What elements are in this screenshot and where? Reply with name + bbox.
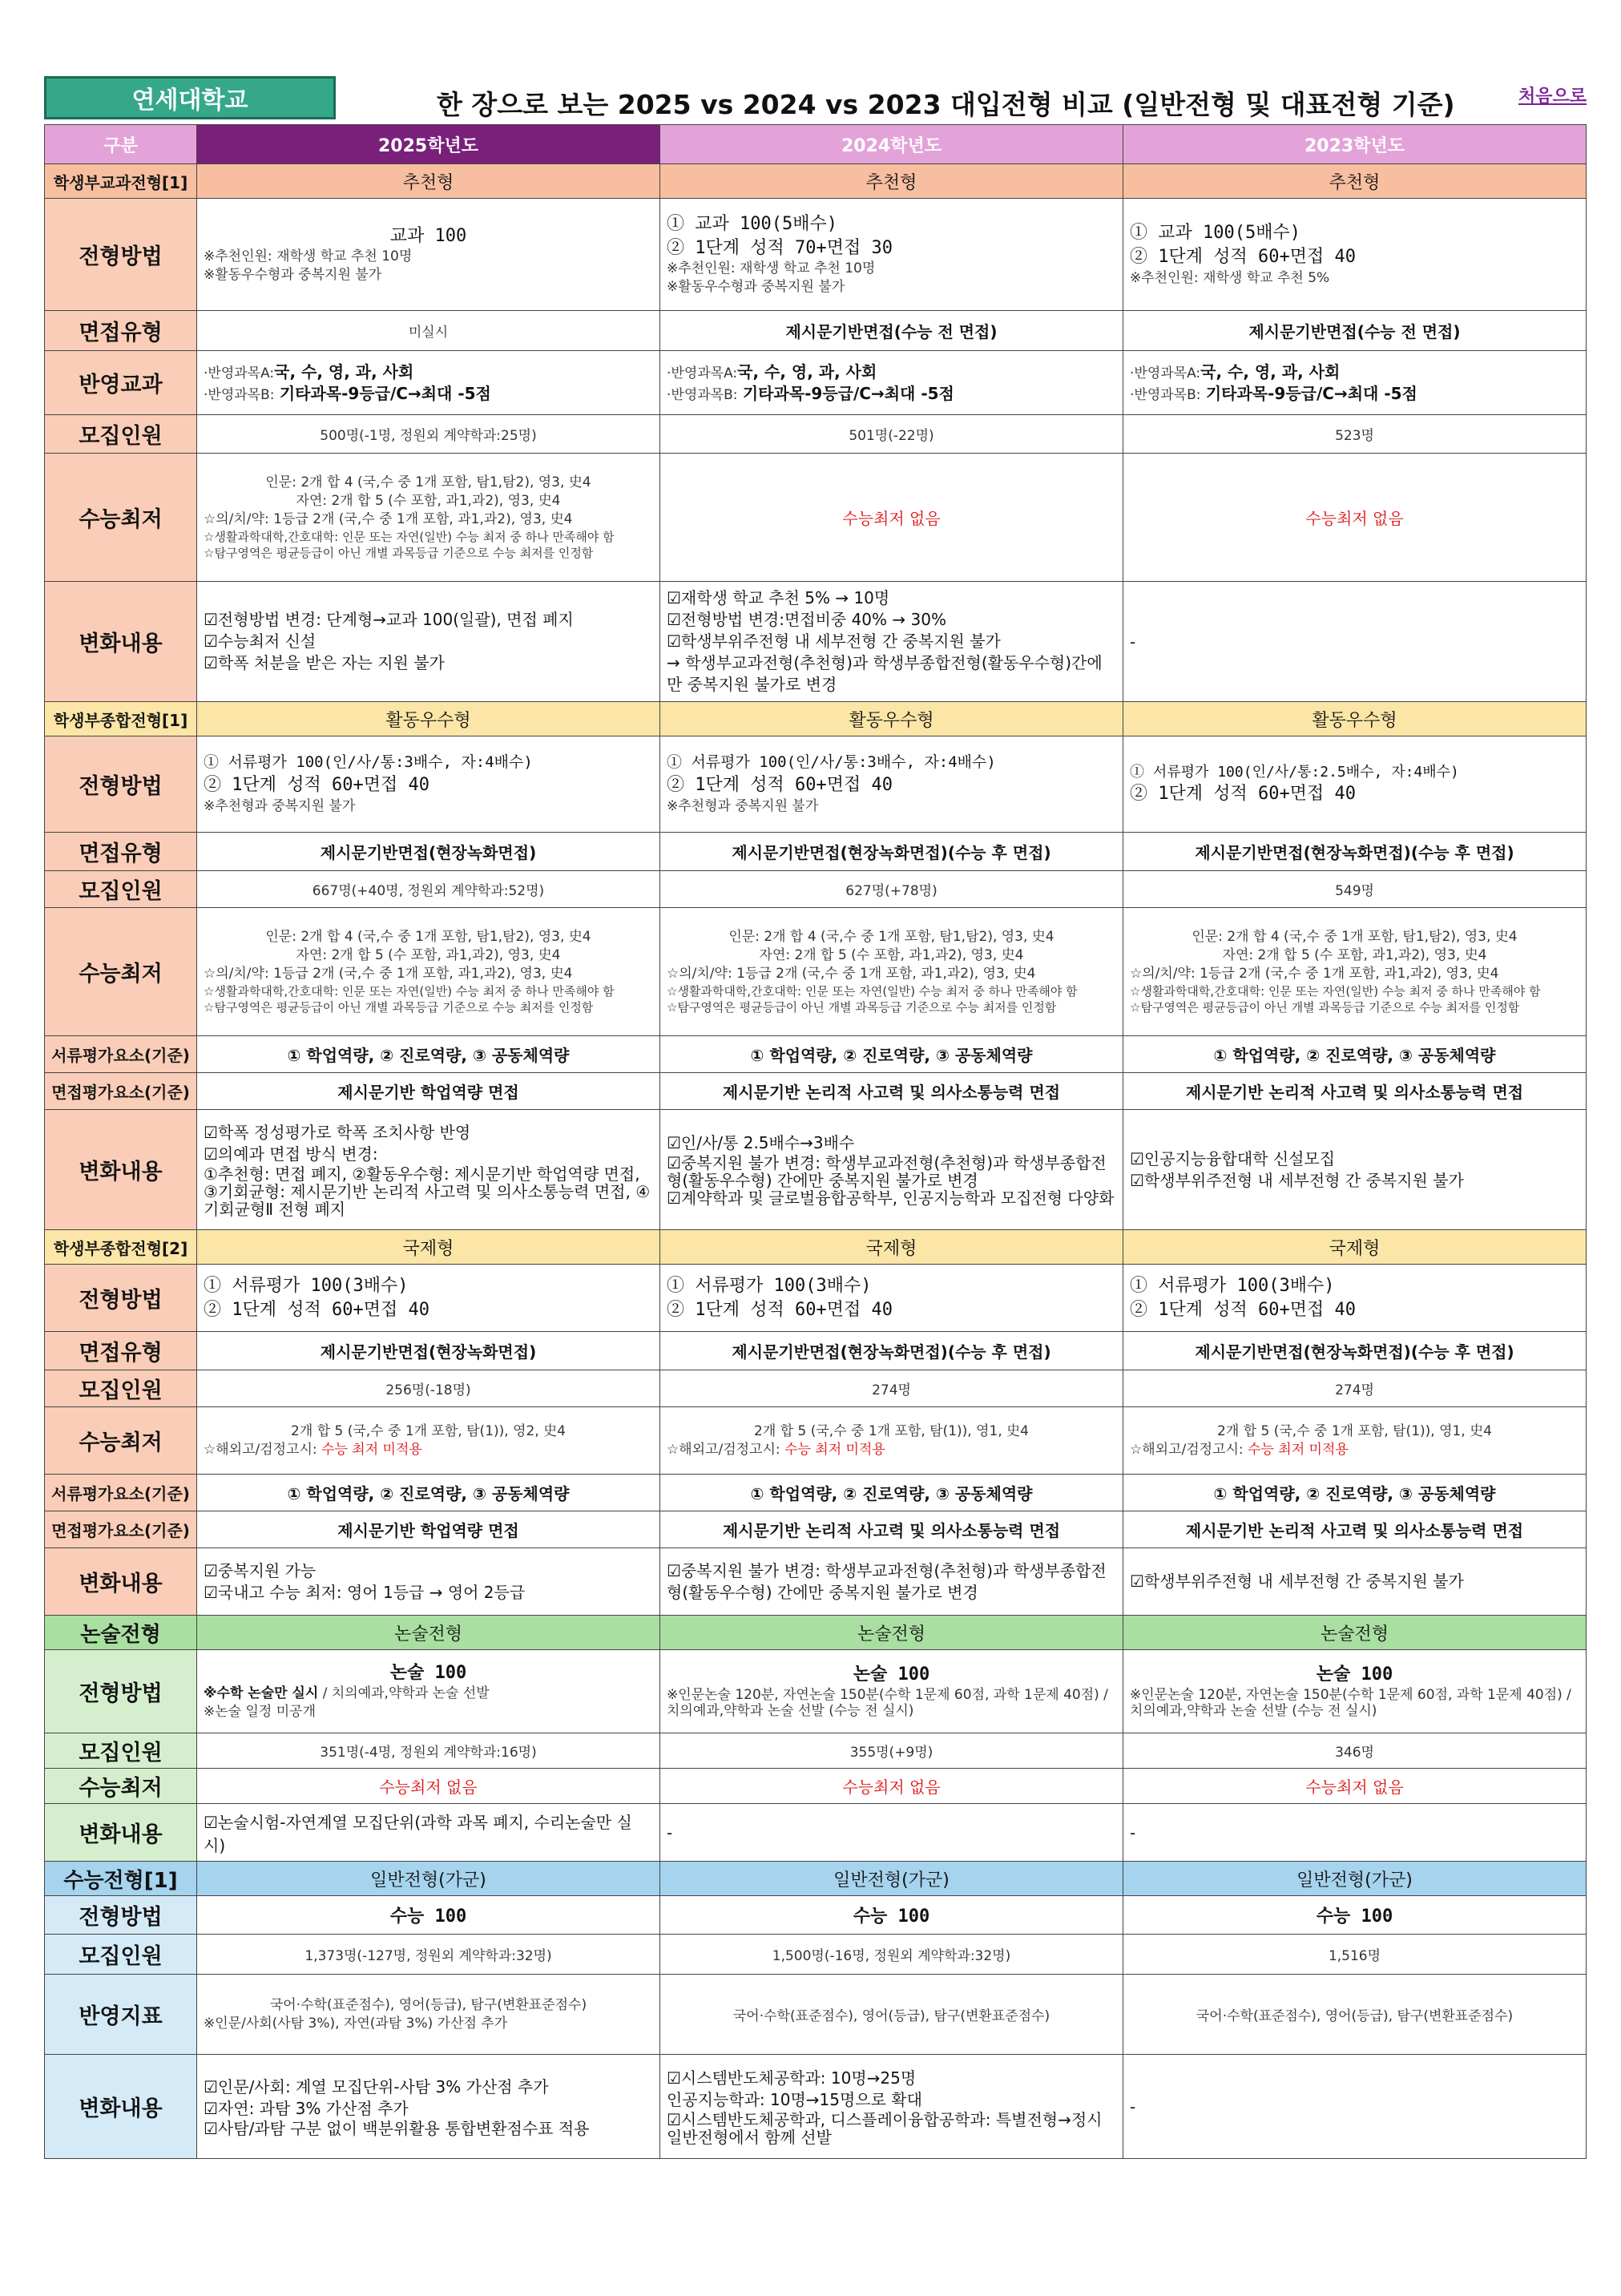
- change-line: ①추천형: 면접 폐지, ②활동우수형: 제시문기반 학업역량 면접, ③기회균형: 제시문기반 논리적 사고력 및 의사소통능력 면접, ④기회균형Ⅱ 전형 폐지: [204, 1164, 651, 1219]
- col-2024: 2024학년도: [660, 125, 1123, 164]
- note-line: ※추천인원: 재학생 학교 추천 10명: [667, 260, 876, 277]
- type-cell: 일반전형(가군): [1123, 1862, 1587, 1896]
- type-cell: 활동우수형: [1123, 702, 1587, 736]
- table-row: [45, 1073, 1587, 1110]
- recruit-cell: 274명: [660, 1370, 1123, 1407]
- change-cell: -: [1123, 2055, 1587, 2159]
- subjects-prefix: ·반영과목A:: [204, 365, 275, 381]
- row-label: 수능최저: [45, 454, 197, 582]
- table-row: [45, 1511, 1587, 1548]
- section-header: [45, 1862, 1587, 1896]
- note-line: ※논술 일정 미공개: [204, 1704, 317, 1721]
- change-cell: [660, 2055, 1123, 2159]
- recruit-cell: 667명(+40명, 정원외 계약학과:52명): [197, 871, 660, 908]
- csat-cell: [197, 908, 660, 1036]
- method-line: ① 서류평가 100(3배수): [667, 1275, 872, 1296]
- index-cell: 국어·수학(표준점수), 영어(등급), 탐구(변환표준점수): [660, 1975, 1123, 2055]
- change-line: ☑중복지원 가능: [204, 1560, 317, 1580]
- change-cell: [197, 582, 660, 702]
- method-cell: [660, 736, 1123, 833]
- table-row: [45, 1332, 1587, 1370]
- subjects-b: 기타과목-9등급/C→최대 -5점: [1205, 383, 1417, 403]
- index-cell: 국어·수학(표준점수), 영어(등급), 탐구(변환표준점수): [1123, 1975, 1587, 2055]
- column-header-row: [45, 125, 1587, 164]
- table-row: [45, 1265, 1587, 1332]
- note-line: ※인문논술 120분, 자연논술 150분(수학 1문제 60점, 과학 1문제 40점) / 치의예과,약학과 논술 선발 (수능 전 실시): [1130, 1686, 1571, 1720]
- method-line: ② 1단계 성적 60+면접 40: [667, 1299, 893, 1320]
- subjects-prefix: ·반영과목B:: [667, 386, 738, 403]
- change-cell: [197, 1110, 660, 1230]
- type-cell: 활동우수형: [660, 702, 1123, 736]
- interview-cell: 제시문기반면접(현장녹화면접)(수능 후 면접): [1123, 1332, 1587, 1370]
- change-line: ☑수능최저 신설: [204, 632, 317, 651]
- int-eval-cell: 제시문기반 논리적 사고력 및 의사소통능력 면접: [660, 1073, 1123, 1110]
- subjects-cell: [660, 351, 1123, 415]
- csat-line: 인문: 2개 합 4 (국,수 중 1개 포함, 탐1,탐2), 영3, 史4: [1192, 928, 1518, 945]
- subjects-prefix: ·반영과목B:: [204, 386, 275, 403]
- table-row: [45, 1036, 1587, 1073]
- method-line: ① 서류평가 100(3배수): [1130, 1275, 1335, 1296]
- subjects-b: 기타과목-9등급/C→최대 -5점: [742, 383, 954, 403]
- row-label: 서류평가요소(기준): [45, 1036, 197, 1073]
- row-label: 변화내용: [45, 1110, 197, 1230]
- csat-line: ☆의/치/약: 1등급 2개 (국,수 중 1개 포함, 과1,과2), 영3, 史4: [204, 965, 573, 982]
- row-label: 반영지표: [45, 1975, 197, 2055]
- change-line: ☑학폭 정성평가로 학폭 조치사항 반영: [204, 1122, 471, 1142]
- recruit-cell: 274명: [1123, 1370, 1587, 1407]
- method-cell: [660, 1265, 1123, 1332]
- change-cell: [660, 582, 1123, 702]
- csat-note: ☆생활과학대학,간호대학: 인문 또는 자연(일반) 수능 최저 중 하나 만족해야 함: [1130, 983, 1541, 999]
- change-cell: [1123, 1548, 1587, 1616]
- type-cell: 활동우수형: [197, 702, 660, 736]
- method-cell: [1123, 199, 1587, 311]
- page-header: [44, 76, 1587, 124]
- interview-cell: 제시문기반면접(현장녹화면접)(수능 후 면접): [660, 833, 1123, 871]
- change-line: ☑계약학과 및 글로벌융합공학부, 인공지능학과 모집전형 다양화: [667, 1188, 1115, 1208]
- section-header: [45, 702, 1587, 736]
- csat-line: 자연: 2개 합 5 (수 포함, 과1,과2), 영3, 史4: [1222, 946, 1487, 963]
- table-row: [45, 1935, 1587, 1975]
- method-line: ① 서류평가 100(3배수): [204, 1275, 409, 1296]
- csat-line: 자연: 2개 합 5 (수 포함, 과1,과2), 영3, 史4: [759, 946, 1024, 963]
- method-line: ② 1단계 성적 60+면접 40: [204, 775, 429, 795]
- change-line: ☑인/사/통 2.5배수→3배수: [667, 1133, 855, 1152]
- row-label: 변화내용: [45, 582, 197, 702]
- change-line: ☑의예과 면접 방식 변경:: [204, 1144, 378, 1164]
- university-badge: 연세대학교: [44, 76, 336, 119]
- change-line: 인공지능학과: 10명→15명으로 확대: [667, 2089, 922, 2109]
- csat-line: ☆의/치/약: 1등급 2개 (국,수 중 1개 포함, 과1,과2), 영3, 史4: [204, 510, 573, 527]
- group-label: 수능전형[1]: [45, 1862, 197, 1896]
- recruit-cell: 627명(+78명): [660, 871, 1123, 908]
- note-line: ※추천인원: 재학생 학교 추천 5%: [1130, 269, 1330, 286]
- subjects-cell: [1123, 351, 1587, 415]
- row-label: 반영교과: [45, 351, 197, 415]
- csat-cell: [197, 1407, 660, 1475]
- csat-note: ☆생활과학대학,간호대학: 인문 또는 자연(일반) 수능 최저 중 하나 만족해야 함: [204, 529, 615, 544]
- table-row: [45, 736, 1587, 833]
- change-cell: [660, 1110, 1123, 1230]
- recruit-cell: 1,516명: [1123, 1935, 1587, 1975]
- index-line: 국어·수학(표준점수), 영어(등급), 탐구(변환표준점수): [269, 1996, 587, 2013]
- method-cell: [1123, 736, 1587, 833]
- type-cell: 국제형: [660, 1230, 1123, 1265]
- change-line: ☑자연: 과탐 3% 가산점 추가: [204, 2098, 409, 2118]
- recruit-cell: 355명(+9명): [660, 1733, 1123, 1769]
- table-row: [45, 454, 1587, 582]
- csat-cell: 수능최저 없음: [660, 1769, 1123, 1804]
- type-cell: 논술전형: [1123, 1616, 1587, 1650]
- change-line: ☑사탐/과탐 구분 없이 백분위활용 통합변환점수표 적용: [204, 2118, 590, 2138]
- type-cell: 추천형: [197, 164, 660, 199]
- row-label: 면접평가요소(기준): [45, 1511, 197, 1548]
- table-row: [45, 1769, 1587, 1804]
- type-cell: 추천형: [1123, 164, 1587, 199]
- subjects-prefix: ·반영과목A:: [1130, 365, 1201, 381]
- method-line: 논술 100: [1316, 1664, 1393, 1685]
- subjects-b: 기타과목-9등급/C→최대 -5점: [279, 383, 491, 403]
- recruit-cell: 346명: [1123, 1733, 1587, 1769]
- interview-cell: 제시문기반면접(현장녹화면접): [197, 1332, 660, 1370]
- section-header: [45, 1230, 1587, 1265]
- note-line: ※활동우수형과 중복지원 불가: [667, 279, 845, 296]
- change-cell: [197, 2055, 660, 2159]
- recruit-cell: 1,500명(-16명, 정원외 계약학과:32명): [660, 1935, 1123, 1975]
- method-cell: [197, 736, 660, 833]
- change-line: ☑전형방법 변경:면접비중 40% → 30%: [667, 610, 946, 629]
- note-line: ※추천인원: 재학생 학교 추천 10명: [204, 248, 413, 265]
- group-label: 학생부교과전형[1]: [45, 164, 197, 199]
- csat-note: ☆생활과학대학,간호대학: 인문 또는 자연(일반) 수능 최저 중 하나 만족해야 함: [204, 983, 615, 999]
- recruit-cell: 351명(-4명, 정원외 계약학과:16명): [197, 1733, 660, 1769]
- csat-line: 인문: 2개 합 4 (국,수 중 1개 포함, 탐1,탐2), 영3, 史4: [265, 474, 591, 490]
- doc-eval-cell: ① 학업역량, ② 진로역량, ③ 공동체역량: [197, 1475, 660, 1511]
- type-cell: 국제형: [1123, 1230, 1587, 1265]
- table-row: [45, 1804, 1587, 1862]
- csat-line: ☆의/치/약: 1등급 2개 (국,수 중 1개 포함, 과1,과2), 영3, 史4: [667, 965, 1036, 982]
- doc-eval-cell: ① 학업역량, ② 진로역량, ③ 공동체역량: [660, 1036, 1123, 1073]
- type-cell: 논술전형: [197, 1616, 660, 1650]
- table-row: [45, 1407, 1587, 1475]
- row-label: 변화내용: [45, 1548, 197, 1616]
- row-label: 모집인원: [45, 415, 197, 454]
- change-line: ☑인공지능융합대학 신설모집: [1130, 1148, 1336, 1168]
- csat-note: ☆탐구영역은 평균등급이 아닌 개별 과목등급 기준으로 수능 최저를 인정함: [667, 999, 1057, 1015]
- note-bold: ※수학 논술만 실시: [204, 1685, 319, 1702]
- change-cell: -: [660, 1804, 1123, 1862]
- col-2023: 2023학년도: [1123, 125, 1587, 164]
- method-cell: 수능 100: [197, 1896, 660, 1935]
- change-line: ☑학생부위주전형 내 세부전형 간 중복지원 불가: [1130, 1170, 1464, 1190]
- group-label: 학생부종합전형[1]: [45, 702, 197, 736]
- row-label: 수능최저: [45, 908, 197, 1036]
- recruit-cell: 501명(-22명): [660, 415, 1123, 454]
- method-cell: [197, 1650, 660, 1733]
- table-row: [45, 2055, 1587, 2159]
- note-line: ※추천형과 중복지원 불가: [667, 797, 819, 814]
- change-line: ☑시스템반도체공학과: 10명→25명: [667, 2068, 917, 2088]
- csat-note: ☆탐구영역은 평균등급이 아닌 개별 과목등급 기준으로 수능 최저를 인정함: [1130, 999, 1520, 1015]
- type-cell: 국제형: [197, 1230, 660, 1265]
- row-label: 수능최저: [45, 1769, 197, 1804]
- row-label: 면접유형: [45, 1332, 197, 1370]
- method-line: 논술 100: [853, 1664, 930, 1685]
- row-label: 면접평가요소(기준): [45, 1073, 197, 1110]
- interview-cell: 제시문기반면접(현장녹화면접)(수능 후 면접): [1123, 833, 1587, 871]
- row-label: 서류평가요소(기준): [45, 1475, 197, 1511]
- change-line: ☑시스템반도체공학과, 디스플레이융합공학과: 특별전형→정시 일반전형에서 함께 선발: [667, 2109, 1103, 2147]
- subjects-a: 국, 수, 영, 과, 사회: [274, 361, 414, 381]
- change-cell: -: [1123, 1804, 1587, 1862]
- col-2025: 2025학년도: [197, 125, 660, 164]
- method-line: ② 1단계 성적 60+면접 40: [1130, 783, 1356, 804]
- method-cell: [660, 199, 1123, 311]
- csat-note: ☆탐구영역은 평균등급이 아닌 개별 과목등급 기준으로 수능 최저를 인정함: [204, 545, 594, 560]
- int-eval-cell: 제시문기반 학업역량 면접: [197, 1073, 660, 1110]
- interview-cell: 미실시: [197, 311, 660, 351]
- row-label: 전형방법: [45, 199, 197, 311]
- page-title: 한 장으로 보는 2025 vs 2024 vs 2023 대입전형 비교 (일반전형 및 대표전형 기준): [437, 89, 1455, 120]
- section-header: [45, 164, 1587, 199]
- row-label: 모집인원: [45, 1370, 197, 1407]
- group-label: 학생부종합전형[2]: [45, 1230, 197, 1265]
- change-cell: [1123, 1110, 1587, 1230]
- int-eval-cell: 제시문기반 학업역량 면접: [197, 1511, 660, 1548]
- interview-cell: 제시문기반면접(수능 전 면접): [660, 311, 1123, 351]
- row-label: 전형방법: [45, 1650, 197, 1733]
- csat-line: 인문: 2개 합 4 (국,수 중 1개 포함, 탐1,탐2), 영3, 史4: [265, 928, 591, 945]
- csat-note: 수능 최저 미적용: [784, 1441, 885, 1458]
- type-cell: 일반전형(가군): [197, 1862, 660, 1896]
- change-line: ☑학생부위주전형 내 세부전형 간 중복지원 불가: [667, 632, 1001, 651]
- table-row: [45, 1896, 1587, 1935]
- csat-note: ☆탐구영역은 평균등급이 아닌 개별 과목등급 기준으로 수능 최저를 인정함: [204, 999, 594, 1015]
- csat-line: 자연: 2개 합 5 (수 포함, 과1,과2), 영3, 史4: [296, 946, 561, 963]
- table-row: [45, 582, 1587, 702]
- home-link[interactable]: 처음으로: [1518, 87, 1587, 107]
- row-label: 전형방법: [45, 1265, 197, 1332]
- row-label: 면접유형: [45, 833, 197, 871]
- change-line: ☑학생부위주전형 내 세부전형 간 중복지원 불가: [1130, 1572, 1464, 1591]
- row-label: 전형방법: [45, 1896, 197, 1935]
- subjects-a: 국, 수, 영, 과, 사회: [737, 361, 877, 381]
- csat-line: 2개 합 5 (국,수 중 1개 포함, 탐(1)), 영2, 史4: [291, 1422, 566, 1439]
- row-label: 수능최저: [45, 1407, 197, 1475]
- group-label: 논술전형: [45, 1616, 197, 1650]
- doc-eval-cell: ① 학업역량, ② 진로역량, ③ 공동체역량: [660, 1475, 1123, 1511]
- recruit-cell: 256명(-18명): [197, 1370, 660, 1407]
- row-label: 모집인원: [45, 1935, 197, 1975]
- csat-cell: 수능최저 없음: [197, 1769, 660, 1804]
- interview-cell: 제시문기반면접(현장녹화면접)(수능 후 면접): [660, 1332, 1123, 1370]
- method-line: ② 1단계 성적 60+면접 40: [204, 1299, 429, 1320]
- method-line: 논술 100: [389, 1662, 467, 1683]
- section-header: [45, 1616, 1587, 1650]
- table-row: [45, 1548, 1587, 1616]
- method-cell: 수능 100: [1123, 1896, 1587, 1935]
- note-line: ※활동우수형과 중복지원 불가: [204, 267, 382, 284]
- table-row: [45, 1733, 1587, 1769]
- method-line: ① 서류평가 100(인/사/통:3배수, 자:4배수): [667, 753, 996, 772]
- csat-note-prefix: ☆해외고/검정고시:: [667, 1441, 785, 1458]
- index-cell: [197, 1975, 660, 2055]
- change-line: ☑인문/사회: 계열 모집단위-사탐 3% 가산점 추가: [204, 2076, 549, 2096]
- int-eval-cell: 제시문기반 논리적 사고력 및 의사소통능력 면접: [1123, 1511, 1587, 1548]
- csat-cell: [660, 908, 1123, 1036]
- csat-cell: [660, 1407, 1123, 1475]
- subjects-cell: [197, 351, 660, 415]
- csat-cell: 수능최저 없음: [660, 454, 1123, 582]
- table-row: [45, 908, 1587, 1036]
- int-eval-cell: 제시문기반 논리적 사고력 및 의사소통능력 면접: [1123, 1073, 1587, 1110]
- csat-line: 인문: 2개 합 4 (국,수 중 1개 포함, 탐1,탐2), 영3, 史4: [728, 928, 1054, 945]
- note-line: ※추천형과 중복지원 불가: [204, 797, 356, 814]
- csat-note: 수능 최저 미적용: [1248, 1441, 1349, 1458]
- table-row: [45, 1475, 1587, 1511]
- method-line: ② 1단계 성적 60+면접 40: [1130, 247, 1356, 268]
- type-cell: 논술전형: [660, 1616, 1123, 1650]
- method-cell: [197, 1265, 660, 1332]
- method-cell: 수능 100: [660, 1896, 1123, 1935]
- csat-line: 2개 합 5 (국,수 중 1개 포함, 탐(1)), 영1, 史4: [754, 1422, 1029, 1439]
- csat-cell: 수능최저 없음: [1123, 454, 1587, 582]
- method-cell: [1123, 1265, 1587, 1332]
- csat-cell: 수능최저 없음: [1123, 1769, 1587, 1804]
- csat-note-prefix: ☆해외고/검정고시:: [204, 1441, 322, 1458]
- interview-cell: 제시문기반면접(수능 전 면접): [1123, 311, 1587, 351]
- recruit-cell: 523명: [1123, 415, 1587, 454]
- change-cell: [660, 1548, 1123, 1616]
- method-line: ② 1단계 성적 60+면접 40: [667, 775, 893, 795]
- method-cell: [660, 1650, 1123, 1733]
- recruit-cell: 1,373명(-127명, 정원외 계약학과:32명): [197, 1935, 660, 1975]
- method-line: ① 서류평가 100(인/사/통:2.5배수, 자:4배수): [1130, 763, 1459, 781]
- note-line: / 치의예과,약학과 논술 선발: [318, 1685, 490, 1702]
- method-line: 교과 100: [389, 225, 467, 246]
- change-line: ☑재학생 학교 추천 5% → 10명: [667, 588, 890, 607]
- table-row: [45, 1370, 1587, 1407]
- csat-line: 자연: 2개 합 5 (수 포함, 과1,과2), 영3, 史4: [296, 492, 561, 509]
- csat-cell: [1123, 908, 1587, 1036]
- recruit-cell: 500명(-1명, 정원외 계약학과:25명): [197, 415, 660, 454]
- change-cell: -: [1123, 582, 1587, 702]
- csat-cell: [197, 454, 660, 582]
- table-row: [45, 351, 1587, 415]
- method-line: ② 1단계 성적 60+면접 40: [1130, 1299, 1356, 1320]
- subjects-prefix: ·반영과목B:: [1130, 386, 1201, 403]
- change-line: ☑국내고 수능 최저: 영어 1등급 → 영어 2등급: [204, 1582, 526, 1602]
- type-cell: 일반전형(가군): [660, 1862, 1123, 1896]
- change-line: ☑중복지원 불가 변경: 학생부교과전형(추천형)과 학생부종합전형(활동우수형) 간에만 중복지원 불가로 변경: [667, 1153, 1107, 1190]
- table-row: [45, 871, 1587, 908]
- interview-cell: 제시문기반면접(현장녹화면접): [197, 833, 660, 871]
- table-row: [45, 1110, 1587, 1230]
- change-cell: [197, 1548, 660, 1616]
- row-label: 면접유형: [45, 311, 197, 351]
- table-row: [45, 1975, 1587, 2055]
- method-line: ② 1단계 성적 70+면접 30: [667, 237, 893, 258]
- table-row: [45, 311, 1587, 351]
- doc-eval-cell: ① 학업역량, ② 진로역량, ③ 공동체역량: [1123, 1475, 1587, 1511]
- row-label: 전형방법: [45, 736, 197, 833]
- method-line: ① 교과 100(5배수): [1130, 223, 1300, 244]
- change-line: ☑전형방법 변경: 단계형→교과 100(일괄), 면접 폐지: [204, 610, 574, 629]
- method-line: ① 서류평가 100(인/사/통:3배수, 자:4배수): [204, 753, 533, 772]
- change-line: ☑중복지원 불가 변경: 학생부교과전형(추천형)과 학생부종합전형(활동우수형) 간에만 중복지원 불가로 변경: [667, 1560, 1107, 1602]
- method-cell: [197, 199, 660, 311]
- subjects-a: 국, 수, 영, 과, 사회: [1200, 361, 1341, 381]
- col-category: 구분: [45, 125, 197, 164]
- method-cell: [1123, 1650, 1587, 1733]
- change-line: → 학생부교과전형(추천형)과 학생부종합전형(활동우수형)간에만 중복지원 불가로 변경: [667, 653, 1103, 694]
- change-line: ☑학폭 처분을 받은 자는 지원 불가: [204, 653, 445, 672]
- index-note: ※인문/사회(사탐 3%), 자연(과탐 3%) 가산점 추가: [204, 2015, 508, 2032]
- csat-note: 수능 최저 미적용: [321, 1441, 422, 1458]
- doc-eval-cell: ① 학업역량, ② 진로역량, ③ 공동체역량: [197, 1036, 660, 1073]
- row-label: 변화내용: [45, 1804, 197, 1862]
- csat-line: 2개 합 5 (국,수 중 1개 포함, 탐(1)), 영1, 史4: [1217, 1422, 1492, 1439]
- row-label: 변화내용: [45, 2055, 197, 2159]
- doc-eval-cell: ① 학업역량, ② 진로역량, ③ 공동체역량: [1123, 1036, 1587, 1073]
- method-line: ① 교과 100(5배수): [667, 213, 837, 234]
- csat-note-prefix: ☆해외고/검정고시:: [1130, 1441, 1248, 1458]
- row-label: 모집인원: [45, 871, 197, 908]
- row-label: 모집인원: [45, 1733, 197, 1769]
- table-row: [45, 415, 1587, 454]
- subjects-prefix: ·반영과목A:: [667, 365, 738, 381]
- table-row: [45, 1650, 1587, 1733]
- note-line: ※인문논술 120분, 자연논술 150분(수학 1문제 60점, 과학 1문제 40점) / 치의예과,약학과 논술 선발 (수능 전 실시): [667, 1686, 1108, 1720]
- table-row: [45, 199, 1587, 311]
- csat-line: ☆의/치/약: 1등급 2개 (국,수 중 1개 포함, 과1,과2), 영3, 史4: [1130, 965, 1499, 982]
- comparison-table: [44, 124, 1587, 2159]
- change-cell: ☑논술시험-자연계열 모집단위(과학 과목 폐지, 수리논술만 실시): [197, 1804, 660, 1862]
- type-cell: 추천형: [660, 164, 1123, 199]
- int-eval-cell: 제시문기반 논리적 사고력 및 의사소통능력 면접: [660, 1511, 1123, 1548]
- recruit-cell: 549명: [1123, 871, 1587, 908]
- table-row: [45, 833, 1587, 871]
- csat-note: ☆생활과학대학,간호대학: 인문 또는 자연(일반) 수능 최저 중 하나 만족해야 함: [667, 983, 1078, 999]
- csat-cell: [1123, 1407, 1587, 1475]
